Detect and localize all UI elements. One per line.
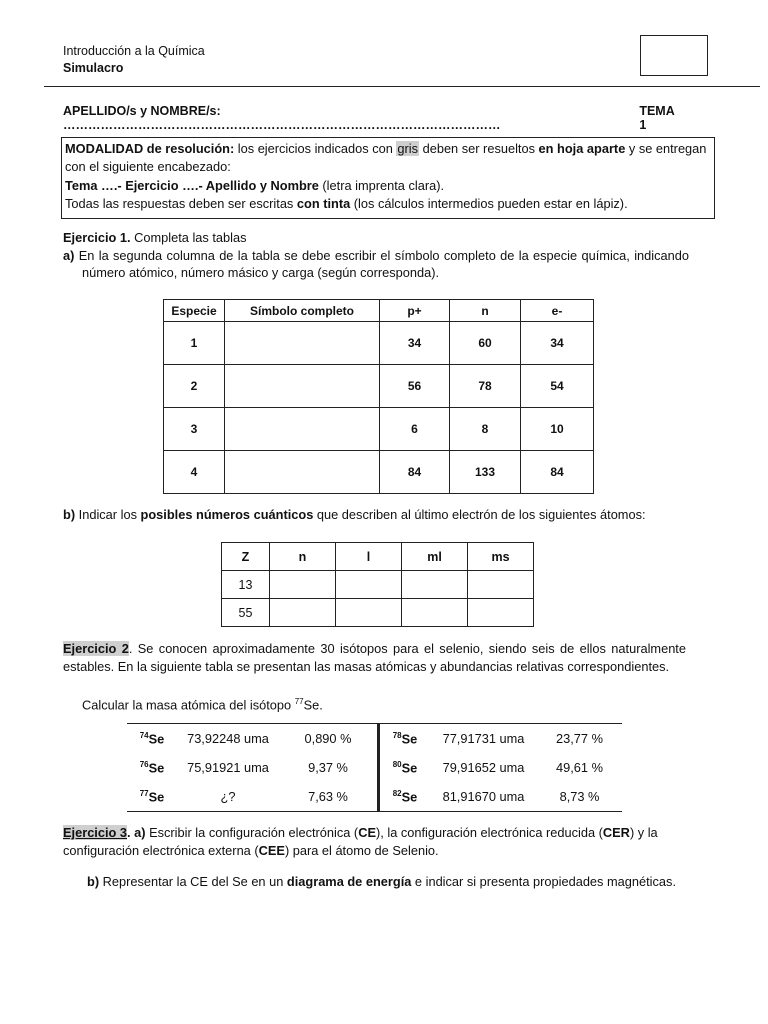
table-header: ml — [402, 543, 468, 571]
table-row — [164, 408, 594, 451]
item-b-bold: diagrama de energía — [286, 874, 412, 889]
table-header: l — [336, 543, 402, 571]
table-header: Símbolo completo — [225, 300, 380, 322]
neutrons-cell: 60 — [450, 322, 521, 365]
item-a-label: a) — [63, 247, 75, 263]
item-b-label: b) — [87, 874, 100, 889]
modalidad-bold: con tinta — [296, 196, 351, 212]
score-box — [640, 35, 708, 76]
isotope-abundance: 9,37 % — [279, 753, 379, 782]
ejercicio-3-title: Ejercicio 3 — [63, 825, 128, 840]
mass-number: 78 — [392, 730, 402, 740]
n-input-cell[interactable] — [270, 599, 336, 627]
isotope-symbol — [379, 753, 431, 782]
isotopos-table — [127, 723, 622, 812]
modalidad-text: (letra imprenta clara). — [318, 177, 445, 193]
table-header-row — [164, 300, 594, 322]
item-a-text: ), la configuración electrónica reducida ( — [375, 825, 603, 840]
isotope-symbol — [127, 782, 177, 811]
item-b-text: Indicar los — [75, 507, 141, 522]
course-title: Introducción a la Química — [63, 44, 205, 58]
table-row — [127, 753, 622, 782]
protons-cell: 6 — [380, 408, 450, 451]
calc-mass-number: 77 — [294, 697, 304, 706]
isotope-abundance: 49,61 % — [556, 760, 603, 775]
mass-number: 74 — [139, 730, 149, 740]
name-line — [63, 104, 683, 132]
cee-abbr: CEE — [258, 842, 285, 858]
isotope-abundance: 7,63 % — [279, 782, 379, 811]
neutrons-cell: 133 — [450, 451, 521, 494]
modalidad-label: MODALIDAD de resolución: — [65, 141, 235, 156]
electrons-cell: 34 — [521, 322, 594, 365]
numeros-cuanticos-table — [221, 542, 534, 627]
modalidad-text: Todas las respuestas deben ser escritas — [65, 196, 297, 212]
element-symbol: Se — [401, 760, 418, 776]
l-input-cell[interactable] — [336, 599, 402, 627]
cer-abbr: CER — [602, 825, 630, 840]
header-divider — [44, 86, 760, 87]
electrons-cell: 54 — [521, 365, 594, 408]
especie-cell: 1 — [164, 322, 225, 365]
isotope-mass: 77,91731 uma — [442, 731, 525, 746]
electrons-cell: 84 — [521, 451, 594, 494]
protons-cell: 34 — [380, 322, 450, 365]
calc-element: Se. — [303, 697, 323, 713]
ejercicio-3a — [63, 824, 689, 859]
gris-highlight: gris — [397, 141, 419, 156]
electrons-cell: 10 — [521, 408, 594, 451]
especie-cell: 2 — [164, 365, 225, 408]
table-row — [222, 571, 534, 599]
isotope-mass-unknown: ¿? — [220, 789, 236, 804]
encabezado-format: Tema ….- Ejercicio ….- Apellido y Nombre — [65, 177, 319, 193]
ejercicio-2-intro — [63, 640, 686, 675]
table-header: p+ — [380, 300, 450, 322]
ejercicio-1-title: Ejercicio 1. — [63, 230, 131, 245]
table-row — [164, 451, 594, 494]
table-header: Especie — [164, 300, 225, 322]
simbolo-input-cell[interactable] — [225, 451, 380, 494]
table-row — [222, 599, 534, 627]
neutrons-cell: 78 — [450, 365, 521, 408]
isotope-mass: 81,91670 uma — [442, 789, 525, 804]
modalidad-line-1 — [65, 140, 711, 177]
especie-cell: 4 — [164, 451, 225, 494]
table-row — [127, 782, 622, 811]
modalidad-text: deben ser resueltos — [419, 141, 539, 156]
mass-number: 80 — [392, 759, 402, 769]
ejercicio-2-title: Ejercicio 2 — [63, 641, 129, 656]
n-input-cell[interactable] — [270, 571, 336, 599]
ejercicio-1-subtitle: Completa las tablas — [130, 230, 247, 245]
ms-input-cell[interactable] — [468, 599, 534, 627]
ml-input-cell[interactable] — [402, 599, 468, 627]
item-b-text: Representar la CE del Se en un — [99, 874, 287, 889]
modalidad-line-3 — [65, 195, 711, 213]
item-a-text: En la segunda columna de la tabla se debe escribir el símbolo completo de la especie química, indicando número atómico, número másico y carga (según corresponda). — [74, 247, 689, 281]
ejercicio-2-text: . Se conocen aproximadamente 30 isótopos para el selenio, siendo seis de ellos naturalmente estables. En la siguiente tabla se presentan las masas atómicas y abundancias relativas correspondientes. — [63, 641, 686, 674]
isotope-abundance: 8,73 % — [559, 789, 600, 804]
ml-input-cell[interactable] — [402, 571, 468, 599]
item-b-text: que describen al último electrón de los siguientes átomos: — [313, 507, 646, 522]
element-symbol: Se — [148, 731, 165, 747]
protons-cell: 56 — [380, 365, 450, 408]
table-header-row — [222, 543, 534, 571]
calc-text: Calcular la masa atómica del isótopo — [82, 697, 295, 713]
item-b-label: b) — [63, 507, 76, 522]
element-symbol: Se — [148, 789, 165, 805]
mass-number: 76 — [139, 759, 149, 769]
ejercicio-1b — [63, 506, 686, 524]
mass-number: 82 — [392, 788, 402, 798]
isotope-symbol — [379, 724, 431, 753]
neutrons-cell: 8 — [450, 408, 521, 451]
simbolo-input-cell[interactable] — [225, 365, 380, 408]
especies-table — [163, 299, 594, 494]
item-a-text: ) y la configuración electrónica externa ( — [63, 825, 658, 858]
ms-input-cell[interactable] — [468, 571, 534, 599]
isotope-symbol — [127, 724, 177, 753]
modalidad-line-2 — [65, 177, 711, 195]
course-header — [63, 43, 205, 77]
z-cell: 13 — [222, 571, 270, 599]
simbolo-input-cell[interactable] — [225, 408, 380, 451]
modalidad-text: los ejercicios indicados con — [234, 141, 397, 156]
table-header: n — [450, 300, 521, 322]
table-header: n — [270, 543, 336, 571]
element-symbol: Se — [401, 731, 418, 747]
modalidad-bold: en hoja aparte — [538, 141, 626, 156]
isotopos-grid — [127, 724, 622, 811]
name-label: APELLIDO/s y NOMBRE/s: …………………………………………………………………………………………… — [63, 104, 501, 132]
isotope-mass: 75,91921 uma — [187, 760, 269, 775]
table-header: e- — [521, 300, 594, 322]
element-symbol: Se — [401, 789, 418, 805]
l-input-cell[interactable] — [336, 571, 402, 599]
table-row — [164, 365, 594, 408]
item-a-text: ) para el átomo de Selenio. — [284, 842, 439, 858]
ejercicio-3b — [87, 873, 686, 891]
isotope-symbol — [379, 782, 431, 811]
ejercicio-2-calc — [82, 693, 323, 714]
protons-cell: 84 — [380, 451, 450, 494]
isotope-symbol — [127, 753, 177, 782]
item-a-text: Escribir la configuración electrónica ( — [145, 825, 359, 840]
tema-label: TEMA 1 — [639, 104, 675, 132]
isotope-mass: 79,91652 uma — [442, 760, 525, 775]
item-b-bold: posibles números cuánticos — [140, 507, 314, 522]
table-header: Z — [222, 543, 270, 571]
simbolo-input-cell[interactable] — [225, 322, 380, 365]
isotope-mass: 73,92248 uma — [187, 731, 269, 746]
table-row — [164, 322, 594, 365]
modalidad-text: (los cálculos intermedios pueden estar en lápiz). — [350, 196, 628, 212]
isotope-abundance: 0,890 % — [279, 724, 379, 753]
item-a-label: . a) — [127, 825, 146, 840]
course-subtitle: Simulacro — [63, 61, 124, 75]
ce-abbr: CE — [358, 825, 376, 840]
modalidad-box — [61, 137, 715, 219]
modalidad-text: y se entregan con el siguiente encabezado: — [65, 141, 707, 175]
isotope-abundance: 23,77 % — [556, 731, 603, 746]
table-row — [127, 724, 622, 753]
element-symbol: Se — [148, 760, 165, 776]
especie-cell: 3 — [164, 408, 225, 451]
table-header: ms — [468, 543, 534, 571]
item-b-text: e indicar si presenta propiedades magnéticas. — [411, 874, 676, 889]
ejercicio-1a — [63, 247, 689, 282]
ejercicio-1-intro — [63, 229, 689, 282]
z-cell: 55 — [222, 599, 270, 627]
mass-number: 77 — [139, 788, 149, 798]
